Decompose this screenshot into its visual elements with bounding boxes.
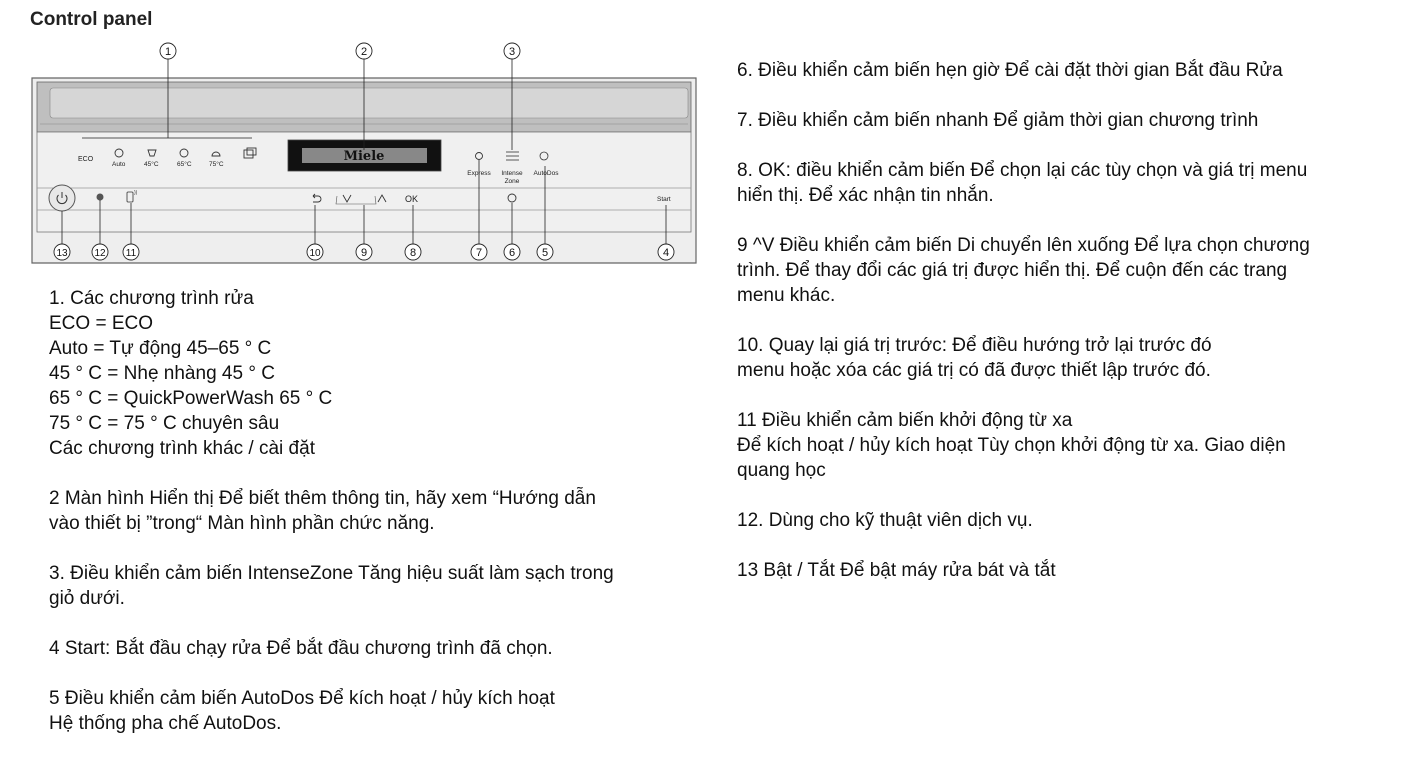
callout-10 <box>307 244 323 260</box>
brand-logo: Miele <box>343 149 385 164</box>
text-line: menu khác. <box>737 285 836 306</box>
text-line: 11 Điều khiển cảm biến khởi động từ xa <box>737 410 1073 431</box>
control-panel-diagram <box>0 0 720 275</box>
callout-12 <box>92 244 108 260</box>
svg-text:11: 11 <box>125 248 137 259</box>
description-5 <box>49 686 709 736</box>
description-1 <box>49 286 709 461</box>
text-line: 7. Điều khiển cảm biến nhanh Để giảm thời gian chương trình <box>737 110 1259 131</box>
ok-label[interactable]: OK <box>405 194 419 204</box>
program-label-45[interactable]: 45°C <box>144 161 159 168</box>
text-line: 9 ^V Điều khiển cảm biến Di chuyển lên xuống Để lựa chọn chương <box>737 235 1310 256</box>
program-label-75[interactable]: 75°C <box>209 161 224 168</box>
text-line: Hệ thống pha chế AutoDos. <box>49 713 282 734</box>
text-line: Để kích hoạt / hủy kích hoạt Tùy chọn khởi động từ xa. Giao diện <box>737 435 1286 456</box>
callout-5 <box>537 244 553 260</box>
text-line: Các chương trình khác / cài đặt <box>49 438 315 459</box>
start-label[interactable]: Start <box>657 196 671 203</box>
svg-text:5: 5 <box>541 247 549 259</box>
description-8 <box>737 158 1402 208</box>
text-line: vào thiết bị ”trong“ Màn hình phần chức năng. <box>49 513 435 534</box>
description-13 <box>737 558 1402 583</box>
callout-11 <box>123 244 139 260</box>
remote-superscript: )) <box>134 190 138 196</box>
text-line: 65 ° C = QuickPowerWash 65 ° C <box>49 388 333 409</box>
text-line: 12. Dùng cho kỹ thuật viên dịch vụ. <box>737 510 1033 531</box>
program-label-65[interactable]: 65°C <box>177 161 192 168</box>
text-line: 4 Start: Bắt đầu chạy rửa Để bắt đầu chương trình đã chọn. <box>49 638 553 659</box>
callout-3 <box>504 43 520 59</box>
svg-text:1: 1 <box>164 46 172 58</box>
svg-text:13: 13 <box>56 248 68 259</box>
callout-2 <box>356 43 372 59</box>
text-line: menu hoặc xóa các giá trị có đã được thiết lập trước đó. <box>737 360 1211 381</box>
express-label[interactable]: Express <box>467 170 491 177</box>
svg-text:12: 12 <box>94 248 106 259</box>
program-label-auto[interactable]: Auto <box>112 161 126 168</box>
svg-text:9: 9 <box>360 247 368 259</box>
svg-text:3: 3 <box>508 46 516 58</box>
callout-8 <box>405 244 421 260</box>
text-line: 3. Điều khiển cảm biến IntenseZone Tăng hiệu suất làm sạch trong <box>49 563 614 584</box>
svg-text:2: 2 <box>360 46 368 58</box>
callout-9 <box>356 244 372 260</box>
description-6 <box>737 58 1402 83</box>
intense-label-1[interactable]: Intense <box>501 170 523 177</box>
description-9 <box>737 233 1402 308</box>
text-line: Auto = Tự động 45–65 ° C <box>49 338 272 359</box>
description-7 <box>737 108 1402 133</box>
description-10 <box>737 333 1402 383</box>
page-title: Control panel <box>30 9 153 30</box>
program-label-eco[interactable]: ECO <box>78 156 94 163</box>
callout-6 <box>504 244 520 260</box>
description-2 <box>49 486 709 536</box>
callout-4 <box>658 244 674 260</box>
text-line: 2 Màn hình Hiển thị Để biết thêm thông tin, hãy xem “Hướng dẫn <box>49 488 596 509</box>
text-line: trình. Để thay đổi các giá trị được hiển thị. Để cuộn đến các trang <box>737 260 1288 281</box>
text-line: 45 ° C = Nhẹ nhàng 45 ° C <box>49 363 275 384</box>
text-line: 6. Điều khiển cảm biến hẹn giờ Để cài đặt thời gian Bắt đầu Rửa <box>737 60 1283 81</box>
text-line: 1. Các chương trình rửa <box>49 288 254 309</box>
text-line: 10. Quay lại giá trị trước: Để điều hướng trở lại trước đó <box>737 335 1212 356</box>
description-4 <box>49 636 709 661</box>
description-3 <box>49 561 709 611</box>
text-line: 5 Điều khiển cảm biến AutoDos Để kích hoạt / hủy kích hoạt <box>49 688 555 709</box>
svg-text:4: 4 <box>662 247 670 259</box>
text-line: giỏ dưới. <box>49 588 125 609</box>
callout-7 <box>471 244 487 260</box>
callout-1 <box>160 43 176 59</box>
description-12 <box>737 508 1402 533</box>
svg-text:6: 6 <box>508 247 516 259</box>
text-line: 8. OK: điều khiển cảm biến Để chọn lại các tùy chọn và giá trị menu <box>737 160 1308 181</box>
intense-label-2[interactable]: Zone <box>504 178 520 185</box>
svg-text:8: 8 <box>409 247 417 259</box>
text-line: 75 ° C = 75 ° C chuyên sâu <box>49 413 280 434</box>
svg-text:7: 7 <box>475 247 483 259</box>
description-11 <box>737 408 1402 483</box>
text-line: 13 Bật / Tắt Để bật máy rửa bát và tắt <box>737 560 1056 581</box>
text-line: quang học <box>737 460 826 481</box>
svg-text:10: 10 <box>309 248 321 259</box>
right-description-column <box>737 58 1402 608</box>
text-line: hiển thị. Để xác nhận tin nhắn. <box>737 185 994 206</box>
display-screen <box>288 140 441 171</box>
left-description-column <box>49 286 709 761</box>
service-dot[interactable] <box>97 194 104 201</box>
text-line: ECO = ECO <box>49 313 153 334</box>
callout-13 <box>54 244 70 260</box>
autodos-label[interactable]: AutoDos <box>533 170 559 177</box>
